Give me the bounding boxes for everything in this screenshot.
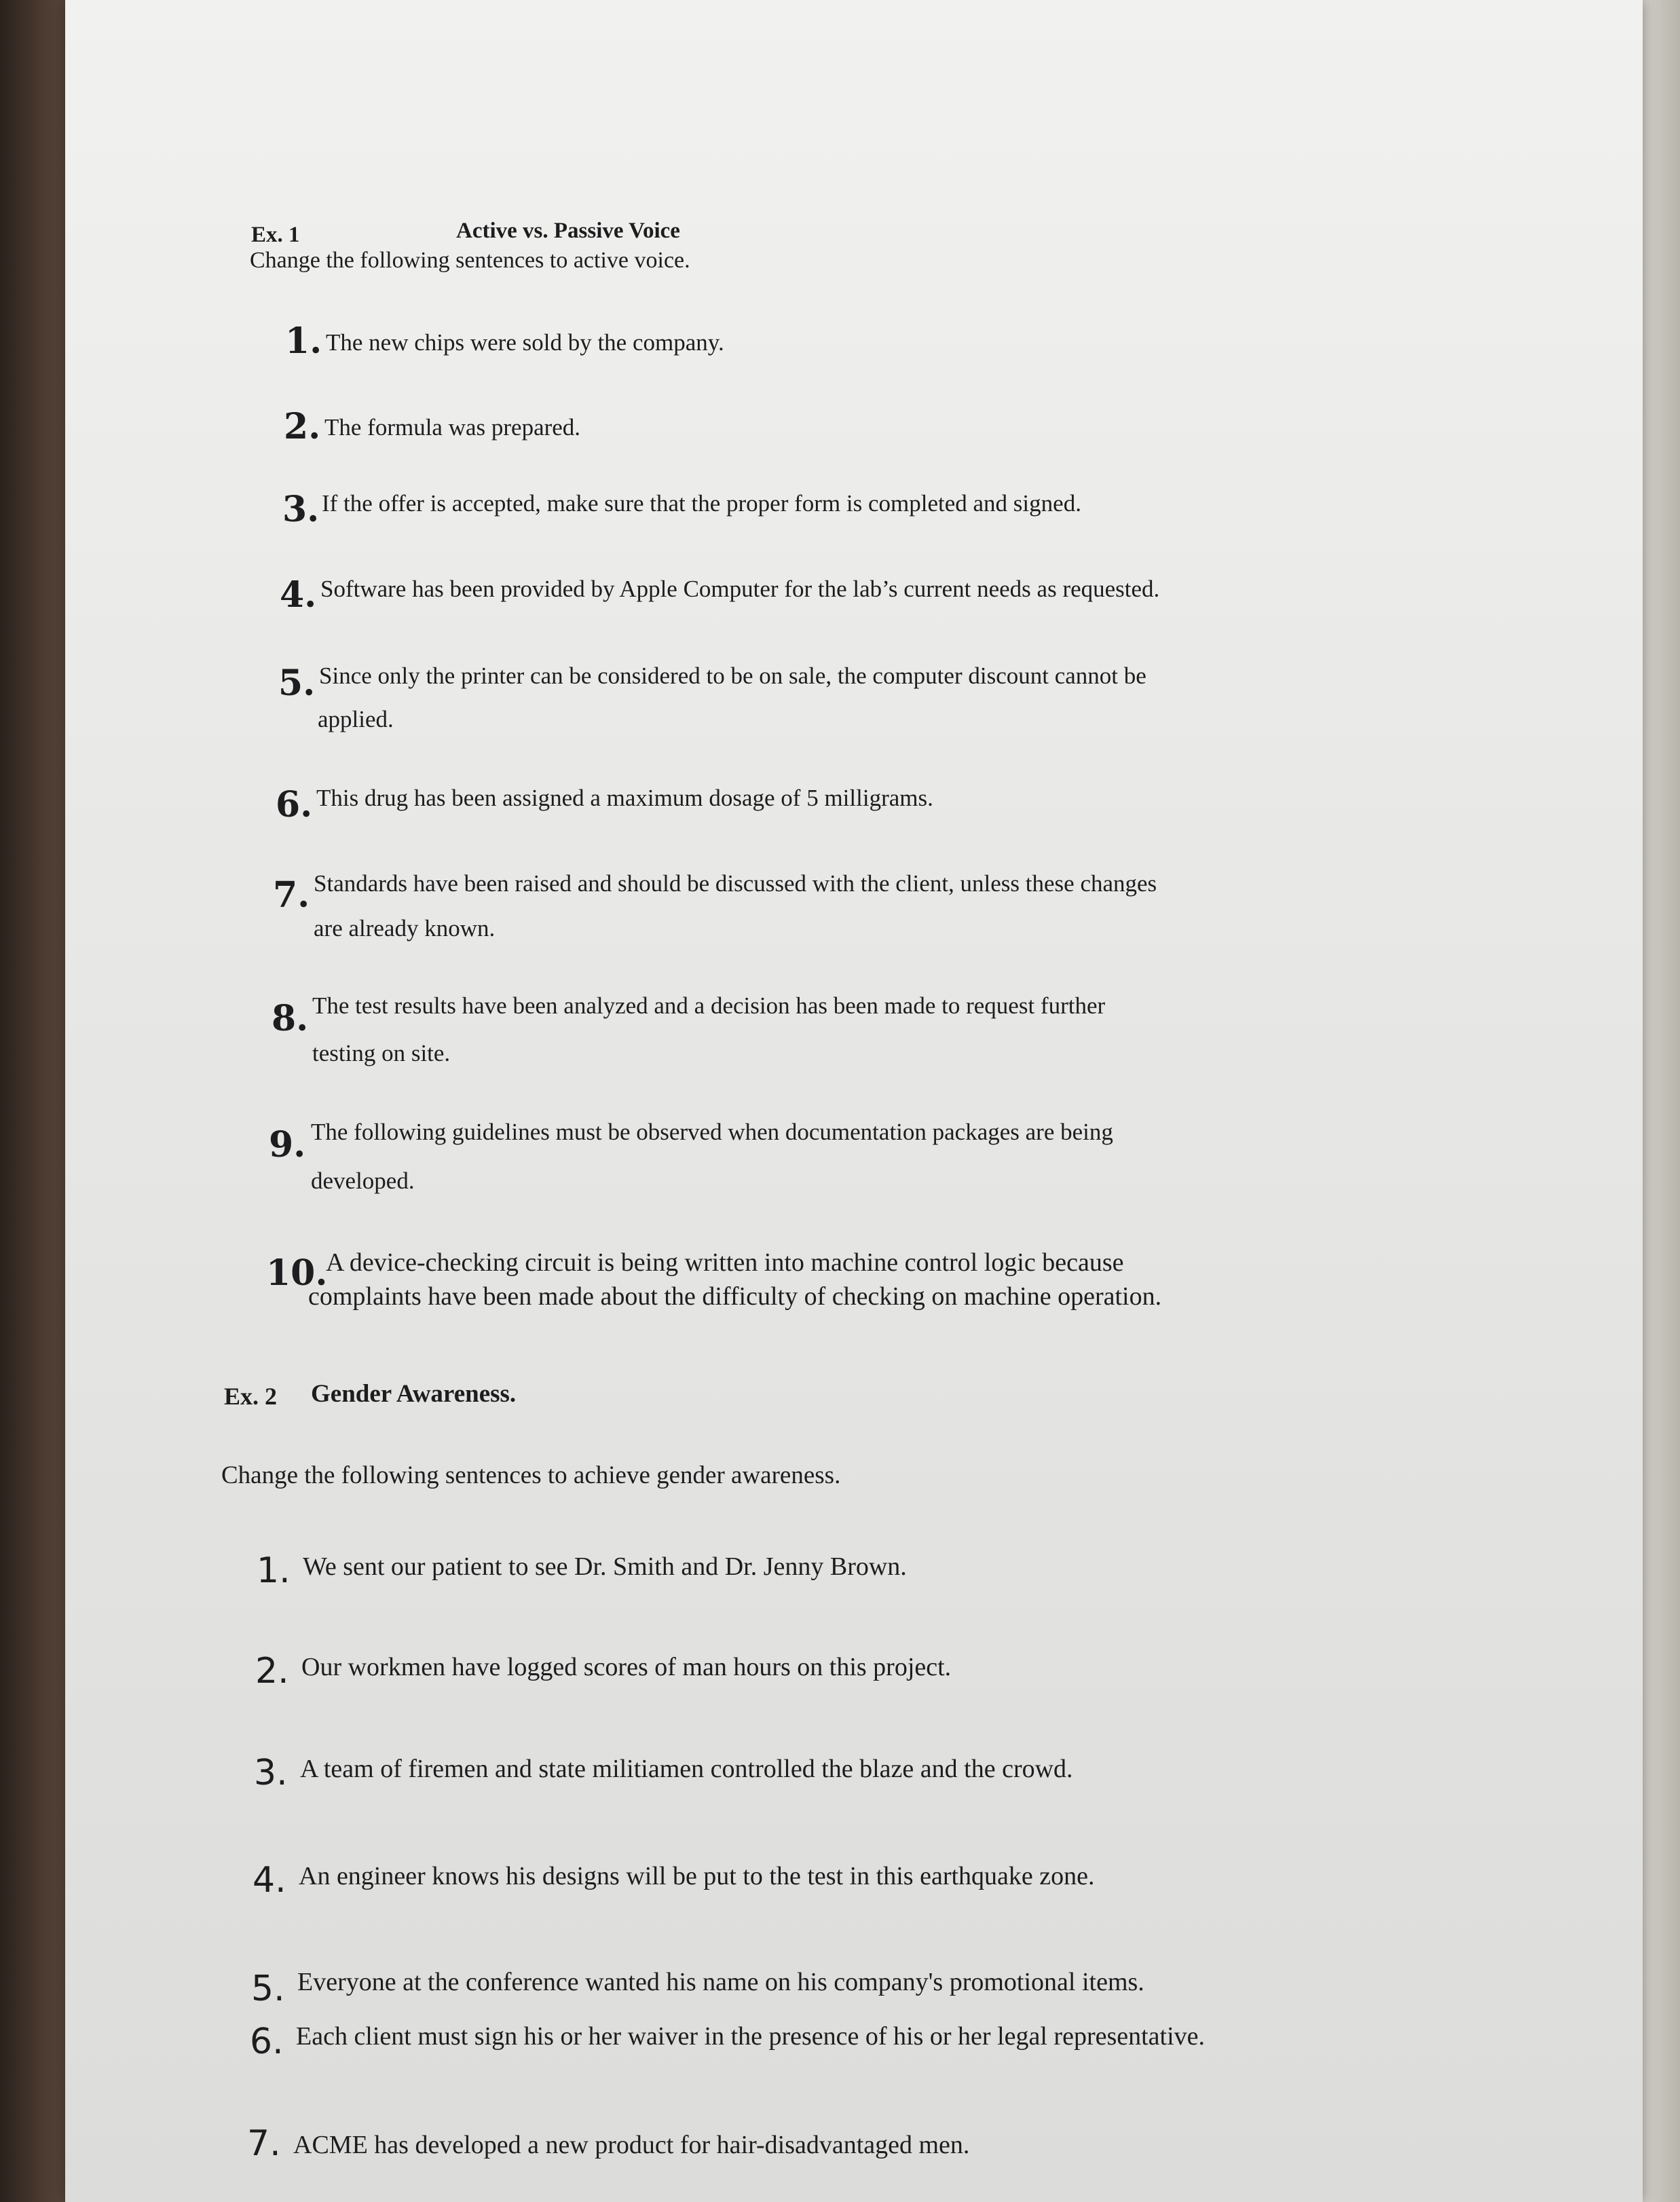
ex1-item-3-number: 3.	[282, 489, 320, 530]
ex2-item-5-number: 5.	[251, 1968, 285, 2009]
ex1-title: Active vs. Passive Voice	[456, 219, 680, 243]
ex2-item-1-number: 1.	[257, 1550, 291, 1591]
ex2-item-3-number: 3.	[254, 1753, 288, 1793]
ex2-item-4-text: An engineer knows his designs will be put to the test in this earthquake zone.	[299, 1862, 1095, 1890]
ex1-item-5-text-line2: applied.	[318, 706, 394, 732]
ex1-item-8-number: 8.	[272, 998, 309, 1039]
ex1-item-9-text-line2: developed.	[311, 1168, 415, 1194]
ex1-item-7-text-line1: Standards have been raised and should be discussed with the client, unless these changes	[314, 870, 1157, 897]
ex2-item-3-text: A team of firemen and state militiamen controlled the blaze and the crowd.	[300, 1755, 1073, 1783]
ex2-label: Ex. 2	[224, 1383, 278, 1410]
ex1-item-5-number: 5.	[278, 663, 316, 704]
ex1-item-10-number: 10.	[266, 1252, 328, 1294]
ex1-label: Ex. 1	[251, 223, 300, 247]
ex2-item-1-text: We sent our patient to see Dr. Smith and Dr. Jenny Brown.	[303, 1552, 907, 1581]
ex2-item-6-number: 6.	[250, 2021, 284, 2062]
ex2-title: Gender Awareness.	[311, 1380, 517, 1408]
ex2-item-7-text: ACME has developed a new product for hair-disadvantaged men.	[293, 2131, 970, 2159]
ex1-item-7-text-line2: are already known.	[314, 915, 496, 941]
ex2-instruction: Change the following sentences to achieve gender awareness.	[221, 1461, 841, 1489]
ex2-item-2-number: 2.	[255, 1651, 289, 1692]
ex1-item-10-text-line1: A device-checking circuit is being written into machine control logic because	[326, 1248, 1124, 1277]
ex1-item-4-text: Software has been provided by Apple Computer for the lab’s current needs as requested.	[320, 576, 1160, 602]
ex1-item-1-text: The new chips were sold by the company.	[326, 329, 724, 356]
ex2-item-6-text: Each client must sign his or her waiver in the presence of his or her legal representative.	[296, 2022, 1206, 2051]
ex1-item-9-number: 9.	[269, 1124, 306, 1165]
ex1-item-9-text-line1: The following guidelines must be observed when documentation packages are being	[311, 1119, 1113, 1145]
ex1-item-4-number: 4.	[280, 574, 317, 616]
ex1-item-6-number: 6.	[276, 784, 313, 825]
ex1-item-6-text: This drug has been assigned a maximum dosage of 5 milligrams.	[316, 785, 933, 811]
ex1-instruction: Change the following sentences to active voice.	[250, 248, 690, 273]
ex2-item-5-text: Everyone at the conference wanted his name on his company's promotional items.	[297, 1968, 1144, 1996]
ex1-item-5-text-line1: Since only the printer can be considered to be on sale, the computer discount cannot be	[319, 663, 1146, 689]
ex1-item-8-text-line1: The test results have been analyzed and a decision has been made to request further	[312, 992, 1106, 1019]
ex1-item-10-text-line2: complaints have been made about the difficulty of checking on machine operation.	[308, 1282, 1162, 1311]
ex1-item-2-number: 2.	[284, 406, 321, 447]
desk-surface	[0, 0, 75, 2202]
ex1-item-8-text-line2: testing on site.	[312, 1040, 451, 1066]
ex1-item-1-number: 1.	[285, 320, 322, 362]
ex1-item-3-text: If the offer is accepted, make sure that the proper form is completed and signed.	[322, 490, 1081, 517]
worksheet-page	[65, 0, 1643, 2202]
ex2-item-7-number: 7.	[247, 2123, 281, 2164]
ex1-item-7-number: 7.	[273, 874, 310, 916]
ex2-item-2-text: Our workmen have logged scores of man hours on this project.	[301, 1653, 952, 1681]
ex1-item-2-text: The formula was prepared.	[324, 414, 581, 441]
ex2-item-4-number: 4.	[253, 1860, 286, 1901]
